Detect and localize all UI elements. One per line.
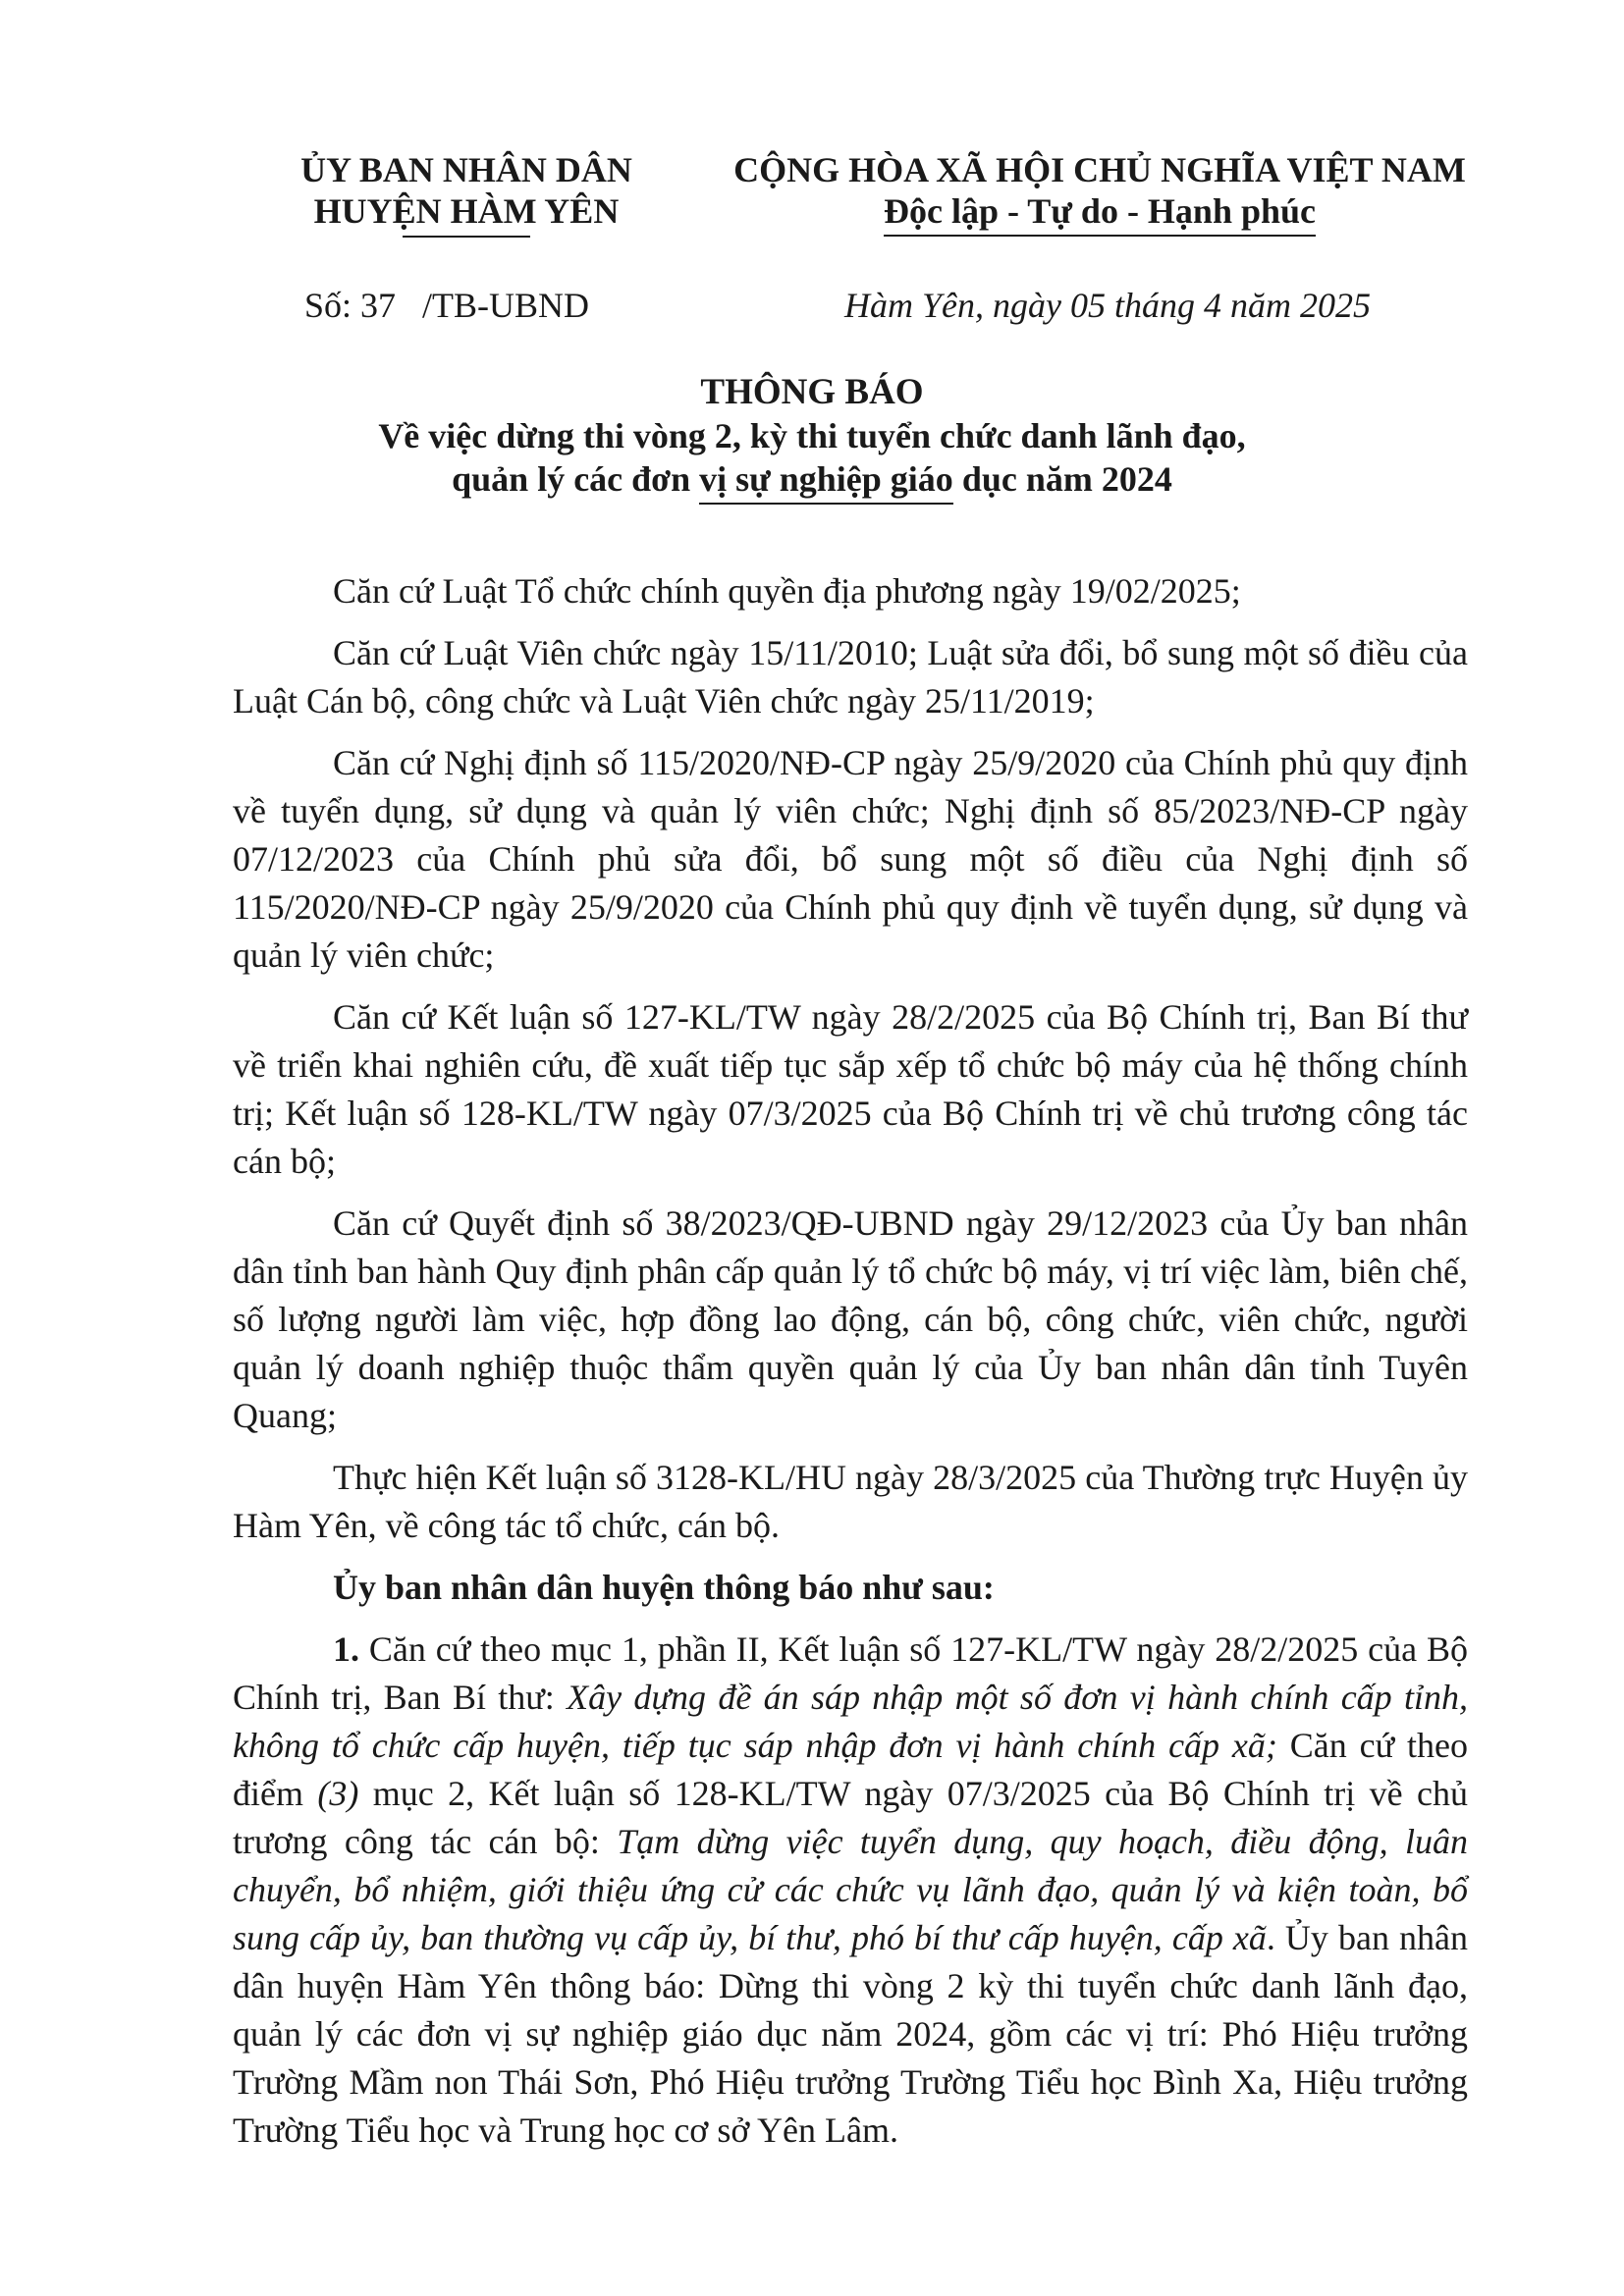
item-1-point: (3) [317,1774,359,1813]
paragraph-legal-basis-4: Căn cứ Kết luận số 127-KL/TW ngày 28/2/2025 của Bộ Chính trị, Ban Bí thư về triển khai nghiên cứu, đề xuất tiếp tục sắp xếp tổ chức bộ máy của hệ thống chính trị; Kết luận số 128-KL/TW ngày 07/3/2025 của Bộ Chính trị về chủ trương công tác cán bộ; [233,997,1468,1181]
national-title [687,149,1512,232]
paragraph-legal-basis-1: Căn cứ Luật Tổ chức chính quyền địa phương ngày 19/02/2025; [333,571,1241,611]
document-date: Hàm Yên, ngày 05 tháng 4 năm 2025 [844,286,1371,325]
title-line-3-pre: quản lý các đơn [452,459,700,499]
title-line-3-post: dục năm 2024 [952,459,1172,499]
document-body [233,567,1468,2168]
paragraph-item-1 [233,1626,1468,2155]
item-1-quote-2: Tạm dừng việc tuyển dụng, quy hoạch, điều động, luân chuyển, bổ nhiệm, giới thiệu ứng cử các chức vụ lãnh đạo, quản lý và kiện toàn, bổ sung cấp ủy, ban thường vụ cấp ủy, bí thư, phó bí thư cấp huyện, cấp xã [233,1822,1468,1957]
national-motto: Độc lập - Tự do - Hạnh phúc [883,191,1317,231]
item-1-text-c: Căn cứ theo điểm [233,1726,1468,1813]
item-1-text-g: . Ủy ban nhân dân huyện Hàm Yên thông báo: Dừng thi vòng 2 kỳ thi tuyển chức danh lãnh đạo, quản lý các đơn vị sự nghiệp giáo dục năm 2024, gồm các vị trí: Phó Hiệu trưởng Trường Mầm non Thái Sơn, Phó Hiệu trưởng Trường Tiểu học Bình Xa, Hiệu trưởng Trường Tiểu học và Trung học cơ sở Yên Lâm. [233,1918,1468,2150]
paragraph-legal-basis-3: Căn cứ Nghị định số 115/2020/NĐ-CP ngày 25/9/2020 của Chính phủ quy định về tuyển dụng, sử dụng và quản lý viên chức; Nghị định số 85/2023/NĐ-CP ngày 07/12/2023 của Chính phủ sửa đổi, bổ sung một số điều của Nghị định số 115/2020/NĐ-CP ngày 25/9/2020 của Chính phủ quy định về tuyển dụng, sử dụng và quản lý viên chức; [233,743,1468,975]
paragraph-announcement-heading: Ủy ban nhân dân huyện thông báo như sau: [333,1568,995,1607]
document-title [157,371,1467,501]
paragraph-implementation: Thực hiện Kết luận số 3128-KL/HU ngày 28/3/2025 của Thường trực Huyện ủy Hàm Yên, về công tác tổ chức, cán bộ. [233,1458,1468,1545]
paragraph-legal-basis-5: Căn cứ Quyết định số 38/2023/QĐ-UBND ngày 29/12/2023 của Ủy ban nhân dân tỉnh ban hành Quy định phân cấp quản lý tổ chức bộ máy, vị trí việc làm, biên chế, số lượng người làm việc, hợp đồng lao động, cán bộ, công chức, viên chức, người quản lý doanh nghiệp thuộc thẩm quyền quản lý của Ủy ban nhân dân tỉnh Tuyên Quang; [233,1203,1468,1435]
country-name: CỘNG HÒA XÃ HỘI CHỦ NGHĨA VIỆT NAM [733,150,1466,189]
paragraph-legal-basis-2: Căn cứ Luật Viên chức ngày 15/11/2010; Luật sửa đổi, bổ sung một số điều của Luật Cán bộ, công chức và Luật Viên chức ngày 25/11/2019; [233,633,1468,721]
agency-line-1: ỦY BAN NHÂN DÂN [300,150,632,189]
item-1-text-e: mục 2, Kết luận số 128-KL/TW ngày 07/3/2025 của Bộ Chính trị về chủ trương công tác cán bộ: [233,1774,1468,1861]
item-1-text-a: Căn cứ theo mục 1, phần II, Kết luận số 127-KL/TW ngày 28/2/2025 của Bộ Chính trị, Ban Bí thư: [233,1629,1468,1717]
agency-line-2: HUYỆN HÀM YÊN [313,191,620,231]
item-1-quote-1: Xây dựng đề án sáp nhập một số đơn vị hành chính cấp tỉnh, không tổ chức cấp huyện, tiếp tục sáp nhập đơn vị hành chính cấp xã; [233,1678,1469,1765]
title-line-3 [157,457,1467,501]
title-main: THÔNG BÁO [700,372,924,412]
title-line-3-underlined: vị sự nghiệp giáo [699,459,953,499]
document-number: Số: 37 /TB-UBND [304,286,590,325]
title-line-2: Về việc dừng thi vòng 2, kỳ thi tuyển chức danh lãnh đạo, [378,416,1246,455]
issuing-agency [280,149,653,232]
item-1-number: 1. [333,1629,359,1669]
